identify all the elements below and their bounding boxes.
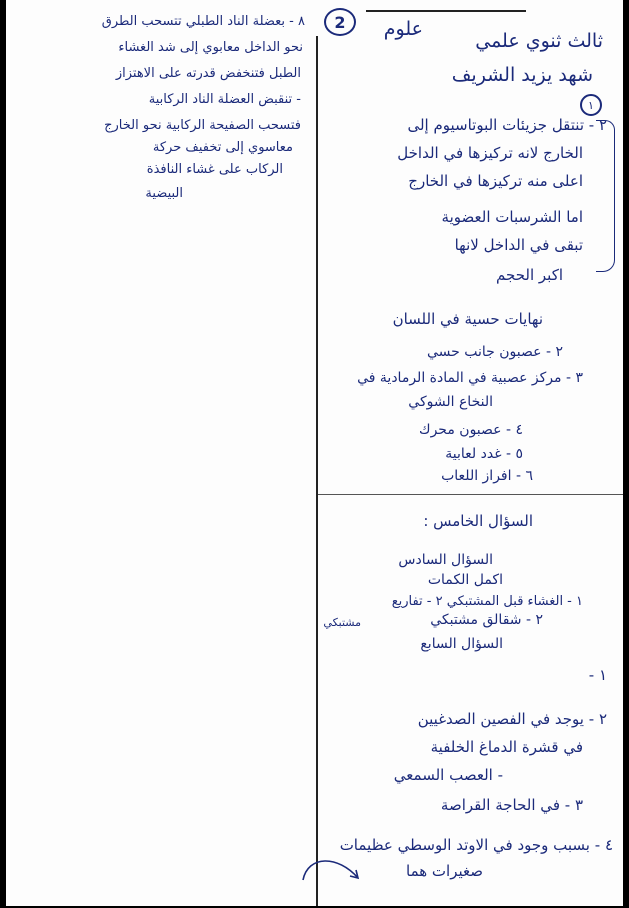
question-7-title: السؤال السابع (420, 636, 503, 652)
question-7-item-2c: - العصب السمعي (393, 766, 503, 784)
sense-item-3b: النخاع الشوكي (408, 394, 493, 410)
left-line-4: - تنقبض العضلة الناد الركابية (148, 92, 301, 107)
answer-2-line-6: اكبر الحجم (496, 266, 563, 284)
left-line-5: فتسحب الصفيحة الركابية نحو الخارج (104, 118, 301, 133)
class-label: ثالث ثنوي علمي (475, 30, 603, 52)
left-line-7: الركاب على غشاء النافذة (146, 162, 283, 177)
question-7-item-2: ٢ - يوجد في الفصين الصدغيين (417, 710, 607, 728)
sense-item-2: ٢ - عصبون جانب حسي (427, 344, 563, 360)
answer-bracket (596, 120, 615, 272)
question-6-item-2: ٢ - شقالق مشتبكي (430, 612, 543, 628)
sense-item-6: ٦ - افراز اللعاب (441, 468, 533, 484)
answer-2-line-4: اما الشرسبات العضوية (441, 208, 583, 226)
subject-title: علوم (383, 18, 423, 40)
question-7-item-1: ١ - (588, 666, 607, 684)
sense-item-4: ٤ - عصبون محرك (419, 422, 523, 438)
curved-arrow-icon (298, 850, 368, 890)
left-line-8: البيضية (145, 186, 183, 201)
question-7-item-4: ٤ - بسبب وجود في الاوتد الوسطي عظيمات (339, 836, 613, 854)
answer-2-line-5: تبقى في الداخل لانها (454, 236, 583, 254)
column-divider (316, 36, 318, 906)
sense-item-5: ٥ - غدد لعابية (445, 446, 523, 462)
question-1-marker: ١ (580, 94, 602, 116)
answer-sheet-page (6, 0, 623, 906)
question-6-title: السؤال السادس (398, 552, 493, 568)
answer-2-line-3: اعلى منه تركيزها في الخارج (408, 172, 583, 190)
section-divider (318, 494, 623, 495)
question-7-item-4b: صغيرات هما (406, 862, 483, 880)
answer-2-line-1: ٢ - تنتقل جزيئات البوتاسيوم إلى (407, 116, 607, 134)
left-line-2: نحو الداخل معابوي إلى شد الغشاء (118, 40, 303, 55)
question-6-intro: اكمل الكمات (427, 572, 503, 588)
left-line-6: معاسوي إلى تخفيف حركة (152, 140, 293, 155)
question-6-item-1: ١ - الغشاء قبل المشتبكي ٢ - تفاريع (391, 594, 583, 609)
top-rule (366, 10, 526, 12)
student-name: شهد يزيد الشريف (451, 64, 593, 86)
question-7-item-3: ٣ - في الحاجة القراصة (440, 796, 583, 814)
question-7-item-2b: في قشرة الدماغ الخلفية (430, 738, 583, 756)
left-line-1: ٨ - بعضلة الناد الطبلي تتسحب الطرق (101, 14, 305, 29)
left-line-3: الطبل فتنخفض قدرته على الاهتزاز (115, 66, 301, 81)
answer-2-line-2: الخارج لانه تركيزها في الداخل (397, 144, 583, 162)
sense-item-3: ٣ - مركز عصبية في المادة الرمادية في (357, 370, 583, 386)
sense-header: نهايات حسية في اللسان (392, 310, 543, 328)
question-5-title: السؤال الخامس : (423, 512, 533, 530)
question-6-note: مشتبكي (323, 616, 361, 629)
page-number-badge: 2 (324, 8, 356, 36)
